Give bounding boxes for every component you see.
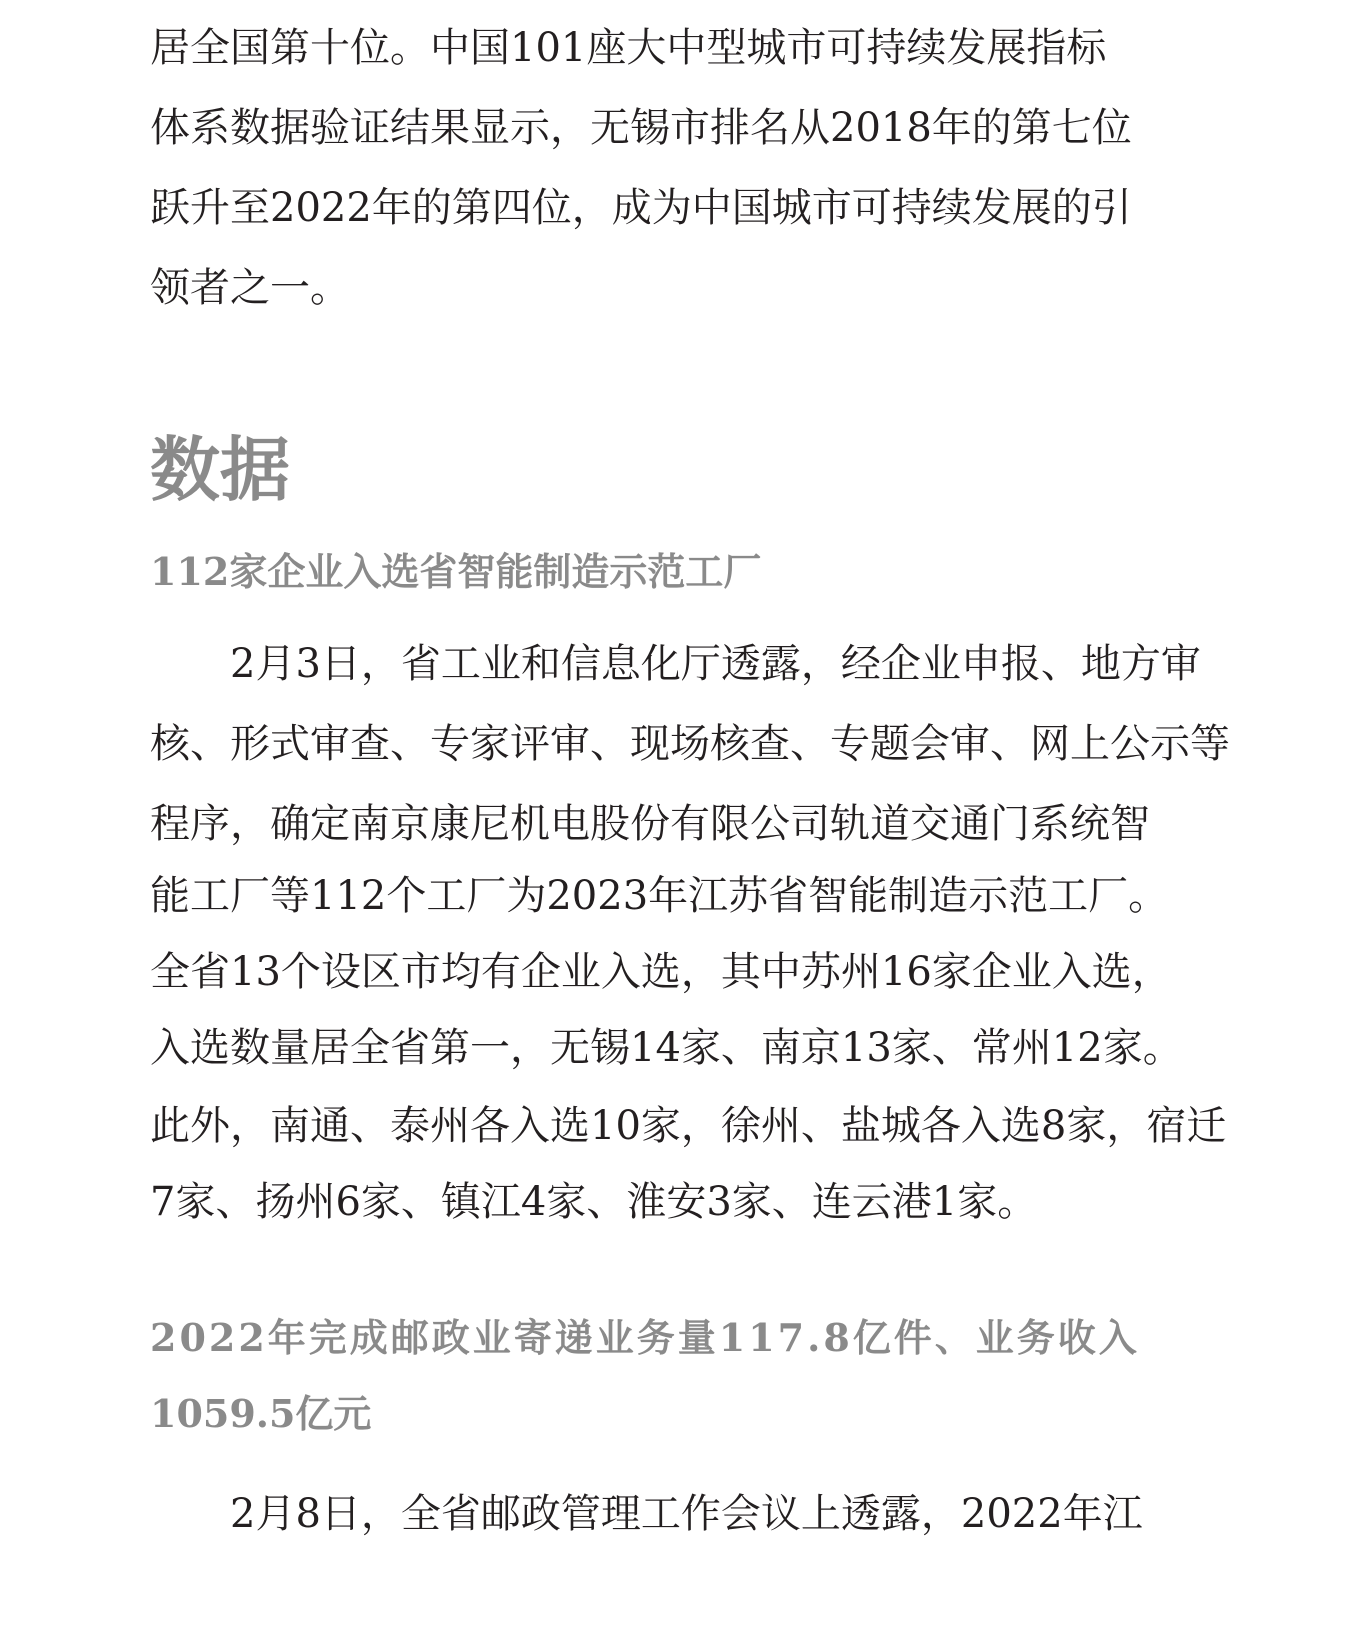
intro-line-4: 领者之一。 [150, 265, 350, 311]
item1-line-2: 核、形式审查、专家评审、现场核查、专题会审、网上公示等 [150, 721, 1230, 767]
item1-line-5: 全省13个设区市均有企业入选，其中苏州16家企业入选， [150, 949, 1172, 995]
item2-heading-line-2: 1059.5亿元 [150, 1391, 372, 1436]
item2-heading-line-1: 2022年完成邮政业寄递业务量117.8亿件、业务收入 [150, 1315, 1140, 1360]
item2-line-1: 2月8日，全省邮政管理工作会议上透露，2022年江 [150, 1491, 1143, 1537]
section-title: 数据 [150, 429, 290, 511]
item1-line-6: 入选数量居全省第一，无锡14家、南京13家、常州12家。 [150, 1025, 1183, 1071]
item1-line-1: 2月3日，省工业和信息化厅透露，经企业申报、地方审 [150, 641, 1201, 687]
item1-line-8: 7家、扬州6家、镇江4家、淮安3家、连云港1家。 [150, 1179, 1038, 1225]
intro-line-1: 居全国第十位。中国101座大中型城市可持续发展指标 [150, 25, 1107, 71]
item1-heading: 112家企业入选省智能制造示范工厂 [150, 549, 762, 594]
item1-line-7: 此外，南通、泰州各入选10家，徐州、盐城各入选8家，宿迁 [150, 1103, 1227, 1149]
intro-line-2: 体系数据验证结果显示，无锡市排名从2018年的第七位 [150, 105, 1132, 151]
intro-line-3: 跃升至2022年的第四位，成为中国城市可持续发展的引 [150, 185, 1132, 231]
item1-line-3: 程序，确定南京康尼机电股份有限公司轨道交通门系统智 [150, 801, 1150, 847]
item1-line-4: 能工厂等112个工厂为2023年江苏省智能制造示范工厂。 [150, 873, 1169, 919]
